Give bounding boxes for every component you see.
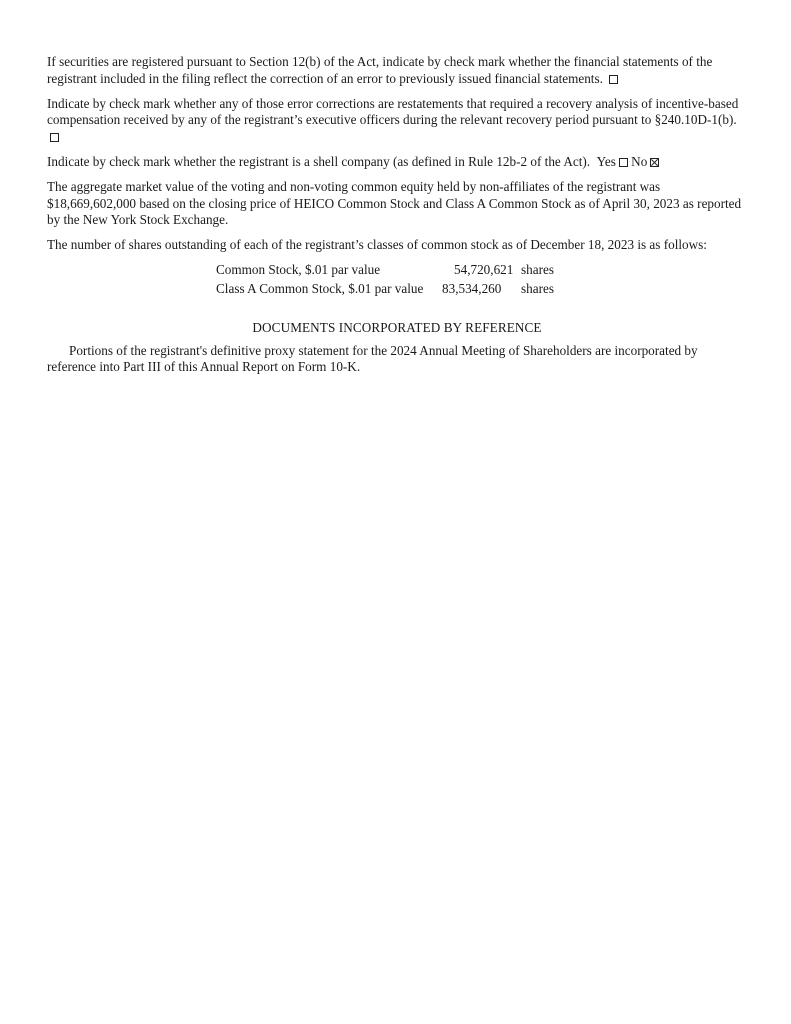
shell-yes-label: Yes (596, 153, 616, 169)
recovery-analysis-text: Indicate by check mark whether any of those error corrections are restatements that required a recovery analysis of incentive-based compensation received by any of the registrant’s executive officers during the relevant recovery period pursuant to §240.10D-1(b). (47, 95, 739, 128)
documents-heading: DOCUMENTS INCORPORATED BY REFERENCE (252, 319, 542, 335)
shares-table (216, 262, 554, 300)
shares-outstanding-paragraph: The number of shares outstanding of each of the registrant’s classes of common stock as of December 18, 2023 is as follows: (47, 237, 707, 253)
correction-question-text: If securities are registered pursuant to Section 12(b) of the Act, indicate by check mark whether the financial statements of the registrant included in the filing reflect the correction of an error to previously issued financial statements. (47, 54, 713, 86)
shell-yes-checkbox (619, 158, 628, 167)
table-row (216, 281, 554, 300)
correction-checkbox (609, 75, 618, 84)
document-page (47, 54, 747, 384)
share-class-cell: Class A Common Stock, $.01 par value (216, 280, 424, 296)
market-value-paragraph: The aggregate market value of the voting and non-voting common equity held by non-affiliates of the registrant was $18,669,602,000 based on the closing price of HEICO Common Stock and Class A Common Stock as of April 30, 2023 as reported by the New York Stock Exchange. (47, 179, 742, 228)
shell-no-checkbox (650, 158, 659, 167)
correction-question-paragraph (47, 54, 747, 87)
share-count-cell: 54,720,621 (454, 261, 514, 277)
recovery-analysis-checkbox (50, 133, 59, 142)
share-class-cell: Common Stock, $.01 par value (216, 261, 381, 277)
table-row (216, 262, 554, 281)
shell-company-text: Indicate by check mark whether the registrant is a shell company (as defined in Rule 12b-2 of the Act). (47, 153, 591, 169)
share-unit-cell: shares (521, 280, 554, 296)
documents-body: Portions of the registrant's definitive proxy statement for the 2024 Annual Meeting of Shareholders are incorporated by reference into Part III of this Annual Report on Form 10-K. (47, 342, 698, 375)
shell-company-paragraph (47, 154, 747, 171)
recovery-analysis-paragraph (47, 96, 747, 146)
share-count-cell: 83,534,260 (442, 280, 502, 296)
share-unit-cell: shares (521, 261, 554, 277)
shell-no-label: No (631, 153, 648, 169)
